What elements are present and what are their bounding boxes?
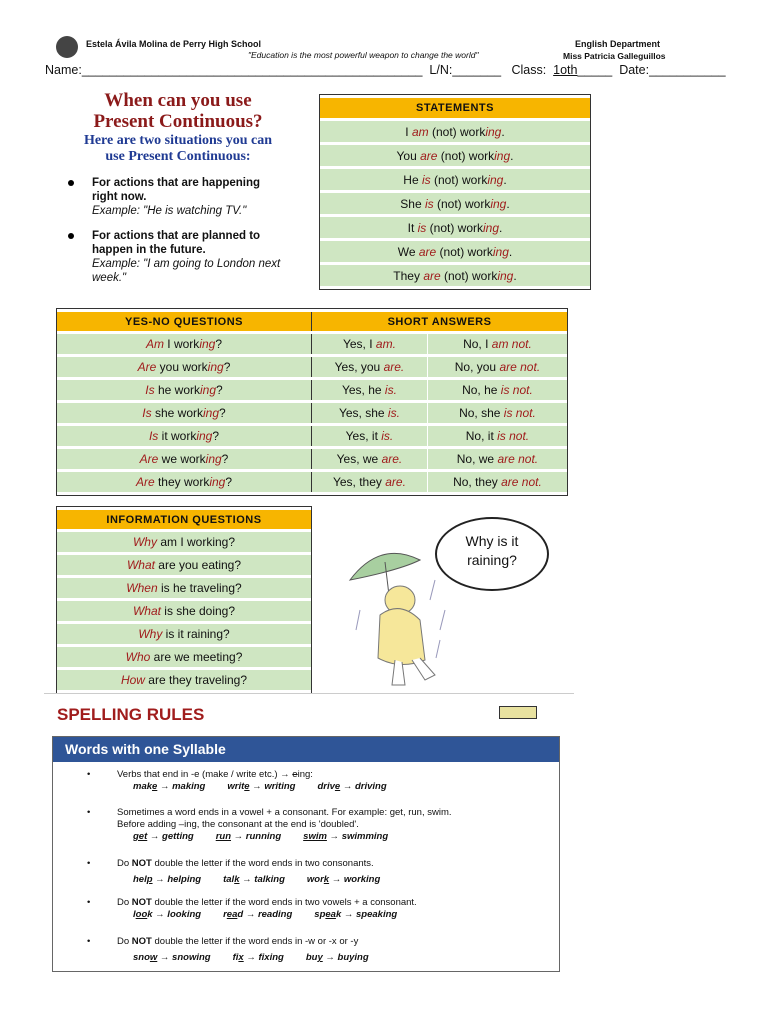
yes-answer-cell bbox=[312, 449, 428, 469]
teacher-name: Miss Patricia Galleguillos bbox=[563, 51, 666, 61]
text-fragment: are they traveling? bbox=[144, 673, 248, 687]
text-fragment: . bbox=[510, 148, 514, 163]
example: talk → talking bbox=[223, 874, 285, 885]
text-fragment: (not) work bbox=[436, 244, 493, 259]
aux: are. bbox=[385, 475, 406, 489]
intro-subtitle: Here are two situations you can use Present Continuous: bbox=[83, 133, 273, 164]
underlined-part: ea bbox=[325, 909, 336, 920]
class-value: 1oth bbox=[553, 63, 578, 77]
question-cell bbox=[57, 403, 312, 423]
info-cell bbox=[57, 624, 311, 644]
school-logo bbox=[56, 36, 78, 58]
info-cell bbox=[57, 532, 311, 552]
text-fragment: (not) work bbox=[430, 172, 488, 187]
text-fragment: ? bbox=[219, 406, 226, 420]
bullet-icon: • bbox=[87, 807, 91, 818]
info-row bbox=[57, 555, 311, 575]
yes-no-table bbox=[56, 308, 568, 496]
info-row bbox=[57, 532, 311, 552]
question-cell bbox=[57, 380, 312, 400]
ing-suffix: ing bbox=[497, 268, 514, 283]
text-fragment: (not) work bbox=[428, 124, 486, 139]
aux: Am bbox=[145, 337, 164, 351]
wh-word: Why bbox=[138, 627, 163, 641]
no-answer-cell bbox=[428, 334, 567, 354]
yes-no-header: YES-NO QUESTIONS bbox=[57, 312, 312, 331]
question-cell bbox=[57, 357, 312, 377]
statement-cell bbox=[320, 193, 590, 214]
text-fragment: Yes, I bbox=[342, 337, 376, 351]
example: work → working bbox=[306, 874, 381, 885]
text-fragment: ? bbox=[221, 452, 229, 466]
verb: are bbox=[420, 148, 438, 163]
statements-header: STATEMENTS bbox=[320, 98, 590, 118]
rule-examples bbox=[93, 874, 543, 886]
yes-no-row bbox=[57, 449, 567, 469]
aux: are. bbox=[381, 452, 403, 466]
rule-examples bbox=[93, 909, 543, 921]
yes-answer-cell bbox=[312, 334, 428, 354]
wh-word: Why bbox=[132, 535, 157, 549]
text-fragment: Yes, it bbox=[345, 429, 382, 443]
aux: Are bbox=[139, 452, 159, 466]
divider bbox=[44, 693, 574, 694]
aux: is not. bbox=[503, 406, 536, 420]
ing-suffix: ing bbox=[492, 244, 509, 259]
info-row bbox=[57, 578, 311, 598]
text-fragment: . bbox=[513, 268, 517, 283]
ing-suffix: ing bbox=[199, 337, 216, 351]
underlined-part: e bbox=[244, 781, 250, 792]
statements-table bbox=[319, 94, 591, 290]
yes-no-row bbox=[57, 334, 567, 354]
date-label: Date: bbox=[619, 63, 650, 77]
aux: Is bbox=[145, 383, 155, 397]
aux: Are bbox=[137, 360, 157, 374]
text-fragment: she work bbox=[151, 406, 203, 420]
yes-no-row bbox=[57, 357, 567, 377]
statement-row bbox=[320, 217, 590, 238]
aux: are not. bbox=[501, 475, 542, 489]
statement-cell bbox=[320, 145, 590, 166]
bullet-icon: • bbox=[87, 936, 91, 947]
example: snow → snowing bbox=[133, 952, 211, 963]
statement-cell bbox=[320, 169, 590, 190]
text-fragment: is she doing? bbox=[160, 604, 236, 618]
class-label: Class: bbox=[511, 63, 547, 77]
underlined-part: k bbox=[323, 874, 330, 885]
yes-answer-cell bbox=[312, 403, 428, 423]
info-row bbox=[57, 601, 311, 621]
underlined-part: p bbox=[146, 874, 153, 885]
ing-suffix: ing bbox=[205, 452, 222, 466]
text-fragment: No, she bbox=[459, 406, 504, 420]
wh-word: How bbox=[120, 673, 145, 687]
aux: am not. bbox=[491, 337, 532, 351]
verb: is bbox=[424, 196, 434, 211]
aux: is. bbox=[381, 429, 394, 443]
bullet-icon: • bbox=[87, 897, 91, 908]
aux: is. bbox=[387, 406, 400, 420]
text-fragment: (not) work bbox=[437, 148, 495, 163]
example: get → getting bbox=[133, 831, 194, 842]
spelling-rule bbox=[87, 807, 543, 843]
bullet-icon: • bbox=[87, 769, 91, 780]
text-fragment: ? bbox=[215, 337, 223, 351]
underlined-part: e bbox=[152, 781, 158, 792]
bullet-icon bbox=[68, 180, 74, 186]
text-fragment: ? bbox=[212, 429, 220, 443]
statement-row bbox=[320, 193, 590, 214]
bullet-item: For actions that are happening right now. Example: "He is watching TV." bbox=[68, 176, 288, 218]
wh-word: What bbox=[126, 558, 155, 572]
underlined-part: w bbox=[149, 952, 158, 963]
info-row bbox=[57, 670, 311, 690]
wh-word: When bbox=[126, 581, 158, 595]
info-cell bbox=[57, 647, 311, 667]
stamp-icon bbox=[499, 706, 537, 719]
text-fragment: You bbox=[396, 148, 421, 163]
ing-suffix: ing bbox=[483, 220, 500, 235]
ln-label: L/N: bbox=[429, 63, 453, 77]
underlined-part: run bbox=[215, 831, 232, 842]
speech-bubble: Why is it raining? bbox=[435, 517, 549, 591]
statement-row bbox=[320, 145, 590, 166]
text-fragment: No, you bbox=[454, 360, 500, 374]
yes-no-row bbox=[57, 472, 567, 492]
name-label: Name: bbox=[45, 63, 82, 77]
info-header: INFORMATION QUESTIONS bbox=[57, 510, 311, 529]
ing-suffix: ing bbox=[207, 360, 224, 374]
text-fragment: He bbox=[403, 172, 422, 187]
text-fragment: (not) work bbox=[426, 220, 483, 235]
underlined-part: ea bbox=[226, 909, 238, 920]
text-fragment: No, they bbox=[453, 475, 502, 489]
text-fragment: No, I bbox=[463, 337, 492, 351]
yes-answer-cell bbox=[312, 472, 428, 492]
aux: is not. bbox=[497, 429, 530, 443]
spelling-rule bbox=[87, 936, 543, 964]
text-fragment: She bbox=[400, 196, 425, 211]
rule-text: Sometimes a word ends in a vowel + a consonant. For example: get, run, swim. Before adding –ing, the consonant at the end is 'doubled'. bbox=[117, 807, 452, 830]
no-answer-cell bbox=[428, 357, 567, 377]
info-cell bbox=[57, 670, 311, 690]
info-cell bbox=[57, 555, 311, 575]
yes-answer-cell bbox=[312, 426, 428, 446]
no-answer-cell bbox=[428, 472, 567, 492]
text-fragment: ? bbox=[216, 383, 223, 397]
statement-cell bbox=[320, 217, 590, 238]
aux: Is bbox=[142, 406, 152, 420]
statement-row bbox=[320, 241, 590, 262]
underlined-part: oo bbox=[135, 909, 148, 920]
text-fragment: ? bbox=[223, 360, 231, 374]
bullet-item: For actions that are planned to happen in the future. Example: "I am going to London next week." bbox=[68, 229, 288, 285]
example: swim → swimming bbox=[303, 831, 389, 842]
example: speak → speaking bbox=[314, 909, 398, 920]
text-fragment: Yes, he bbox=[341, 383, 385, 397]
question-cell bbox=[57, 472, 312, 492]
yes-answer-cell bbox=[312, 357, 428, 377]
text-fragment: No, he bbox=[462, 383, 501, 397]
statement-row bbox=[320, 121, 590, 142]
underlined-part: swim bbox=[303, 831, 327, 842]
text-fragment: Yes, you bbox=[334, 360, 384, 374]
verb: are bbox=[423, 268, 441, 283]
no-answer-cell bbox=[428, 403, 567, 423]
text-fragment: I bbox=[405, 124, 412, 139]
question-cell bbox=[57, 334, 312, 354]
text-fragment: it work bbox=[158, 429, 197, 443]
info-row bbox=[57, 624, 311, 644]
text-fragment: are we meeting? bbox=[150, 650, 243, 664]
statement-cell bbox=[320, 265, 590, 286]
ing-suffix: ing bbox=[196, 429, 213, 443]
example: read → reading bbox=[223, 909, 293, 920]
underlined-part: x bbox=[238, 952, 244, 963]
aux: are. bbox=[383, 360, 405, 374]
text-fragment: They bbox=[393, 268, 424, 283]
text-fragment: . bbox=[503, 172, 507, 187]
rule-examples bbox=[93, 831, 543, 843]
ing-suffix: ing bbox=[490, 196, 507, 211]
question-cell bbox=[57, 449, 312, 469]
wh-word: Who bbox=[125, 650, 151, 664]
text-fragment: . bbox=[506, 196, 510, 211]
statement-cell bbox=[320, 121, 590, 142]
no-answer-cell bbox=[428, 426, 567, 446]
no-answer-cell bbox=[428, 380, 567, 400]
text-fragment: is it raining? bbox=[162, 627, 230, 641]
box-title: Words with one Syllable bbox=[53, 737, 559, 762]
ing-suffix: ing bbox=[487, 172, 504, 187]
info-cell bbox=[57, 578, 311, 598]
information-questions-table bbox=[56, 506, 312, 694]
ing-suffix: ing bbox=[209, 475, 226, 489]
rule-text: Verbs that end in -e (make / write etc.) → eing: bbox=[117, 769, 313, 780]
spelling-rule bbox=[87, 897, 543, 921]
yes-no-row bbox=[57, 403, 567, 423]
rule-examples bbox=[93, 952, 543, 964]
spelling-rules-box bbox=[52, 736, 560, 972]
rule-text: Do NOT double the letter if the word ends in two consonants. bbox=[117, 858, 374, 869]
aux: are not. bbox=[497, 452, 539, 466]
school-motto: "Education is the most powerful weapon to change the world" bbox=[248, 50, 479, 60]
ing-suffix: ing bbox=[200, 383, 217, 397]
text-fragment: I work bbox=[163, 337, 200, 351]
underlined-part: k bbox=[234, 874, 240, 885]
statement-row bbox=[320, 169, 590, 190]
text-fragment: Yes, we bbox=[336, 452, 382, 466]
school-name: Estela Ávila Molina de Perry High School bbox=[86, 39, 262, 49]
aux: Are bbox=[135, 475, 155, 489]
ing-suffix: ing bbox=[485, 124, 502, 139]
example: drive → driving bbox=[317, 781, 387, 792]
rule-text: Do NOT double the letter if the word ends in two vowels + a consonant. bbox=[117, 897, 417, 908]
text-fragment: we work bbox=[158, 452, 206, 466]
text-fragment: No, we bbox=[456, 452, 498, 466]
info-cell bbox=[57, 601, 311, 621]
text-fragment: Yes, she bbox=[338, 406, 388, 420]
text-fragment: It bbox=[407, 220, 418, 235]
example: look → looking bbox=[133, 909, 202, 920]
text-fragment: (not) work bbox=[433, 196, 491, 211]
rain-umbrella-illustration bbox=[340, 540, 450, 690]
example: help → helping bbox=[133, 874, 202, 885]
ing-suffix: ing bbox=[494, 148, 511, 163]
example: write → writing bbox=[227, 781, 296, 792]
text-fragment: We bbox=[397, 244, 419, 259]
yes-no-row bbox=[57, 426, 567, 446]
info-row bbox=[57, 647, 311, 667]
text-fragment: you work bbox=[156, 360, 208, 374]
text-fragment: they work bbox=[154, 475, 210, 489]
aux: Is bbox=[148, 429, 159, 443]
verb: am bbox=[411, 124, 429, 139]
ing-suffix: ing bbox=[203, 406, 220, 420]
bullet-icon bbox=[68, 233, 74, 239]
statement-row bbox=[320, 265, 590, 286]
text-fragment: . bbox=[501, 124, 505, 139]
verb: are bbox=[418, 244, 437, 259]
rule-examples bbox=[93, 781, 543, 793]
statement-cell bbox=[320, 241, 590, 262]
verb: is bbox=[421, 172, 431, 187]
underlined-part: e bbox=[334, 781, 341, 792]
underlined-part: get bbox=[133, 831, 148, 842]
example: run → running bbox=[215, 831, 282, 842]
text-fragment: Yes, they bbox=[332, 475, 386, 489]
spelling-rule bbox=[87, 769, 543, 793]
wh-word: What bbox=[132, 604, 161, 618]
text-fragment: ? bbox=[225, 475, 233, 489]
department: English Department bbox=[575, 39, 661, 49]
example: fix → fixing bbox=[232, 952, 284, 963]
text-fragment: No, it bbox=[465, 429, 498, 443]
student-info-line: Name:_________________________________________________ L/N:_______ Class: 1oth_____ Date:___________ bbox=[45, 63, 726, 77]
aux: are not. bbox=[499, 360, 541, 374]
question-cell bbox=[57, 426, 312, 446]
text-fragment: . bbox=[508, 244, 513, 259]
rule-text: Do NOT double the letter if the word ends in -w or -x or -y bbox=[117, 936, 359, 947]
spelling-rules-title: SPELLING RULES bbox=[57, 705, 205, 724]
example: make → making bbox=[133, 781, 206, 792]
text-fragment: . bbox=[499, 220, 503, 235]
text-fragment: am I working? bbox=[156, 535, 236, 549]
spelling-rule bbox=[87, 858, 543, 886]
intro-title: When can you use Present Continuous? bbox=[93, 90, 263, 132]
no-answer-cell bbox=[428, 449, 567, 469]
verb: is bbox=[417, 220, 427, 235]
short-answers-header: SHORT ANSWERS bbox=[312, 312, 567, 331]
example: buy → buying bbox=[305, 952, 369, 963]
text-fragment: he work bbox=[154, 383, 200, 397]
text-fragment: is he traveling? bbox=[157, 581, 242, 595]
aux: am. bbox=[375, 337, 396, 351]
yes-no-row bbox=[57, 380, 567, 400]
bullet-icon: • bbox=[87, 858, 91, 869]
aux: is. bbox=[384, 383, 397, 397]
text-fragment: are you eating? bbox=[154, 558, 242, 572]
underlined-part: y bbox=[317, 952, 323, 963]
aux: is not. bbox=[500, 383, 533, 397]
text-fragment: (not) work bbox=[440, 268, 498, 283]
yes-answer-cell bbox=[312, 380, 428, 400]
